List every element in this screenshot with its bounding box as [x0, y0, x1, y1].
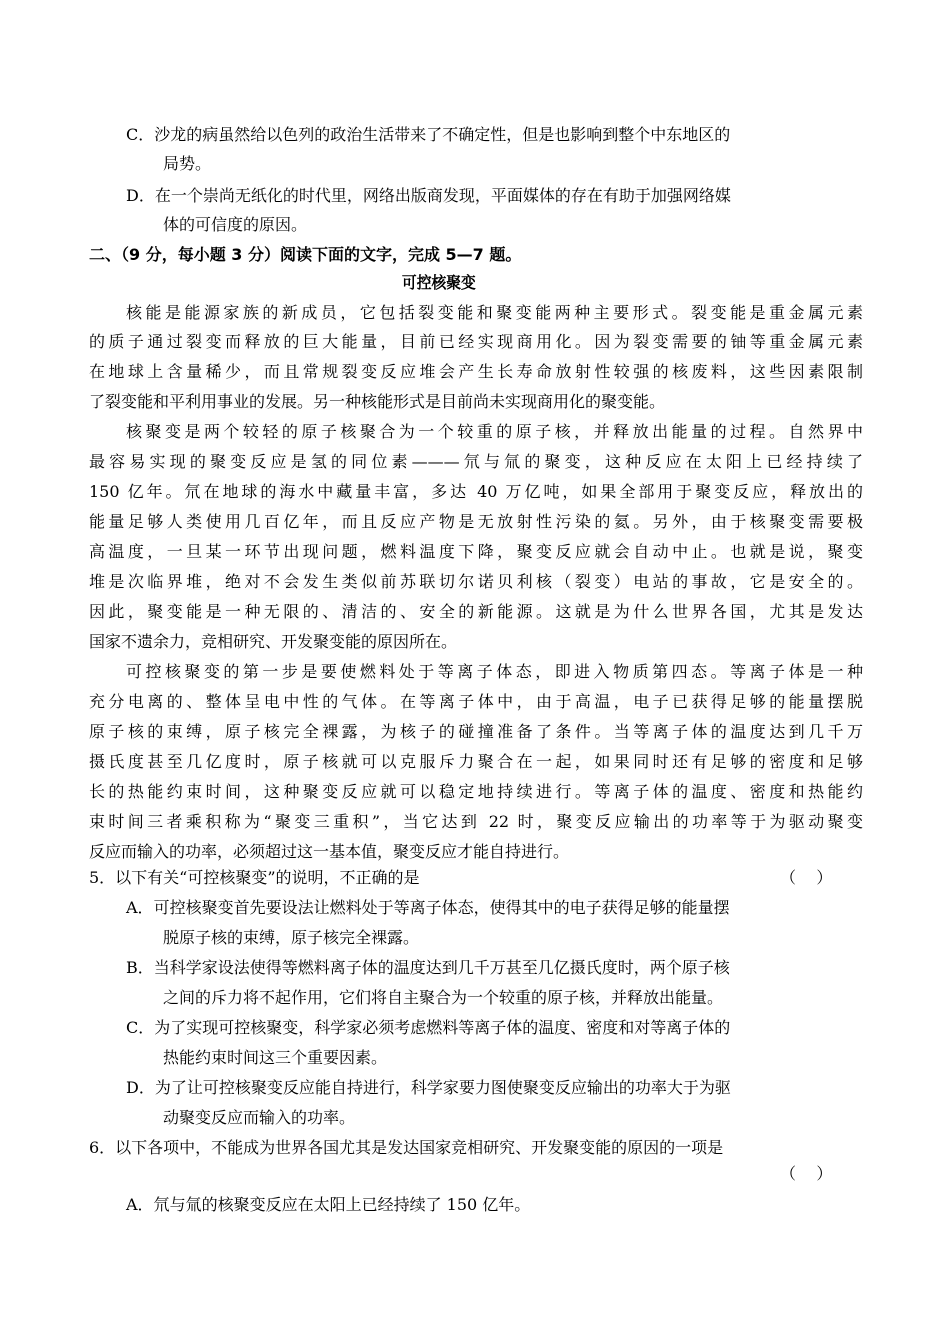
q5-option-c[interactable] [126, 1017, 863, 1039]
option-text: 可控核聚变首先要设法让燃料处于等离子体态，使得其中的电子获得足够的能量摆 [153, 898, 730, 917]
paragraph-line: 能量足够人类使用几百亿年，而且反应产物是无放射性污染的氦。另外，由于核聚变需要极 [89, 512, 863, 531]
option-text: 在一个崇尚无纸化的时代里，网络出版商发现，平面媒体的存在有助于加强网络媒 [154, 186, 731, 205]
paragraph-line: 的质子通过裂变而释放的巨大能量，目前已经实现商用化。因为裂变需要的铀等重金属元素 [89, 332, 863, 351]
q6-option-a[interactable] [126, 1194, 530, 1216]
option-text: 当科学家设法使得等燃料离子体的温度达到几千万甚至几亿摄氏度时，两个原子核 [153, 958, 730, 977]
question-6-stem: 6．以下各项中，不能成为世界各国尤其是发达国家竞相研究、开发聚变能的原因的一项是 [89, 1138, 724, 1157]
option-text: 为了让可控核聚变反应能自持进行，科学家要力图使聚变反应输出的功率大于为驱 [154, 1078, 731, 1097]
paragraph-line: 摄氏度甚至几亿度时，原子核就可以克服斥力聚合在一起，如果同时还有足够的密度和足够 [89, 752, 863, 771]
prev-option-d [126, 185, 731, 207]
option-label: B． [126, 958, 154, 977]
option-label: A． [126, 1195, 154, 1214]
section-header: 二、（9 分，每小题 3 分）阅读下面的文字，完成 5—7 题。 [89, 245, 522, 264]
option-text: 氘与氚的核聚变反应在太阳上已经持续了 150 亿年。 [153, 1195, 531, 1214]
option-label: C． [126, 125, 155, 144]
paragraph-line: 因此，聚变能是一种无限的、清洁的、安全的新能源。这就是为什么世界各国，尤其是发达 [89, 602, 863, 621]
option-label: C． [126, 1018, 155, 1037]
answer-blank[interactable]: （ ） [780, 868, 833, 887]
option-label: A． [126, 898, 154, 917]
option-label: D． [126, 186, 155, 205]
paragraph-line: 了裂变能和平利用事业的发展。另一种核能形式是目前尚未实现商用化的聚变能。 [89, 392, 666, 411]
paragraph-line: 150 亿年。氘在地球的海水中藏量丰富，多达 40 万亿吨，如果全部用于聚变反应，释放出的 [89, 482, 863, 501]
paragraph-line: 高温度，一旦某一环节出现问题，燃料温度下降，聚变反应就会自动中止。也就是说，聚变 [89, 542, 863, 561]
paragraph-line: 束时间三者乘积称为“聚变三重积”，当它达到 22 时，聚变反应输出的功率等于为驱动聚变 [89, 812, 863, 831]
prev-option-c [126, 124, 863, 146]
option-label: D． [126, 1078, 155, 1097]
q5-option-b[interactable] [126, 957, 863, 979]
paragraph-line: 在地球上含量稀少，而且常规裂变反应堆会产生长寿命放射性较强的核废料，这些因素限制 [89, 362, 863, 381]
paragraph-line: 长的热能约束时间，这种聚变反应就可以稳定地持续进行。等离子体的温度、密度和热能约 [89, 782, 863, 801]
answer-blank[interactable]: （ ） [780, 1164, 833, 1183]
prev-option-c-cont: 局势。 [163, 154, 212, 173]
paragraph-line: 核聚变是两个较轻的原子核聚合为一个较重的原子核，并释放出能量的过程。自然界中 [126, 422, 863, 441]
q5-option-b-cont: 之间的斥力将不起作用，它们将自主聚合为一个较重的原子核，并释放出能量。 [163, 988, 724, 1007]
q5-option-c-cont: 热能约束时间这三个重要因素。 [163, 1048, 388, 1067]
question-5-stem: 5．以下有关“可控核聚变”的说明，不正确的是 [89, 868, 420, 887]
paragraph-line: 核能是能源家族的新成员，它包括裂变能和聚变能两种主要形式。裂变能是重金属元素 [126, 303, 863, 322]
paragraph-line: 充分电离的、整体呈电中性的气体。在等离子体中，由于高温，电子已获得足够的能量摆脱 [89, 692, 863, 711]
q5-option-d[interactable] [126, 1077, 863, 1099]
paragraph-line: 反应而输入的功率，必须超过这一基本值，聚变反应才能自持进行。 [89, 842, 570, 861]
paragraph-line: 堆是次临界堆，绝对不会发生类似前苏联切尔诺贝利核（裂变）电站的事故，它是安全的。 [89, 572, 863, 591]
option-text: 为了实现可控核聚变，科学家必须考虑燃料等离子体的温度、密度和对等离子体的 [154, 1018, 731, 1037]
paragraph-line: 最容易实现的聚变反应是氢的同位素———氘与氚的聚变，这种反应在太阳上已经持续了 [89, 452, 863, 471]
paragraph-line: 原子核的束缚，原子核完全裸露，为核子的碰撞准备了条件。当等离子体的温度达到几千万 [89, 722, 863, 741]
article-title: 可控核聚变 [401, 273, 476, 292]
paragraph-line: 可控核聚变的第一步是要使燃料处于等离子体态，即进入物质第四态。等离子体是一种 [126, 662, 863, 681]
paragraph-line: 国家不遗余力，竞相研究、开发聚变能的原因所在。 [89, 632, 458, 651]
q5-option-a-cont: 脱原子核的束缚，原子核完全裸露。 [163, 928, 420, 947]
option-text: 沙龙的病虽然给以色列的政治生活带来了不确定性，但是也影响到整个中东地区的 [154, 125, 731, 144]
q5-option-a[interactable] [126, 897, 863, 919]
prev-option-d-cont: 体的可信度的原因。 [163, 215, 308, 234]
q5-option-d-cont: 动聚变反应而输入的功率。 [163, 1108, 356, 1127]
